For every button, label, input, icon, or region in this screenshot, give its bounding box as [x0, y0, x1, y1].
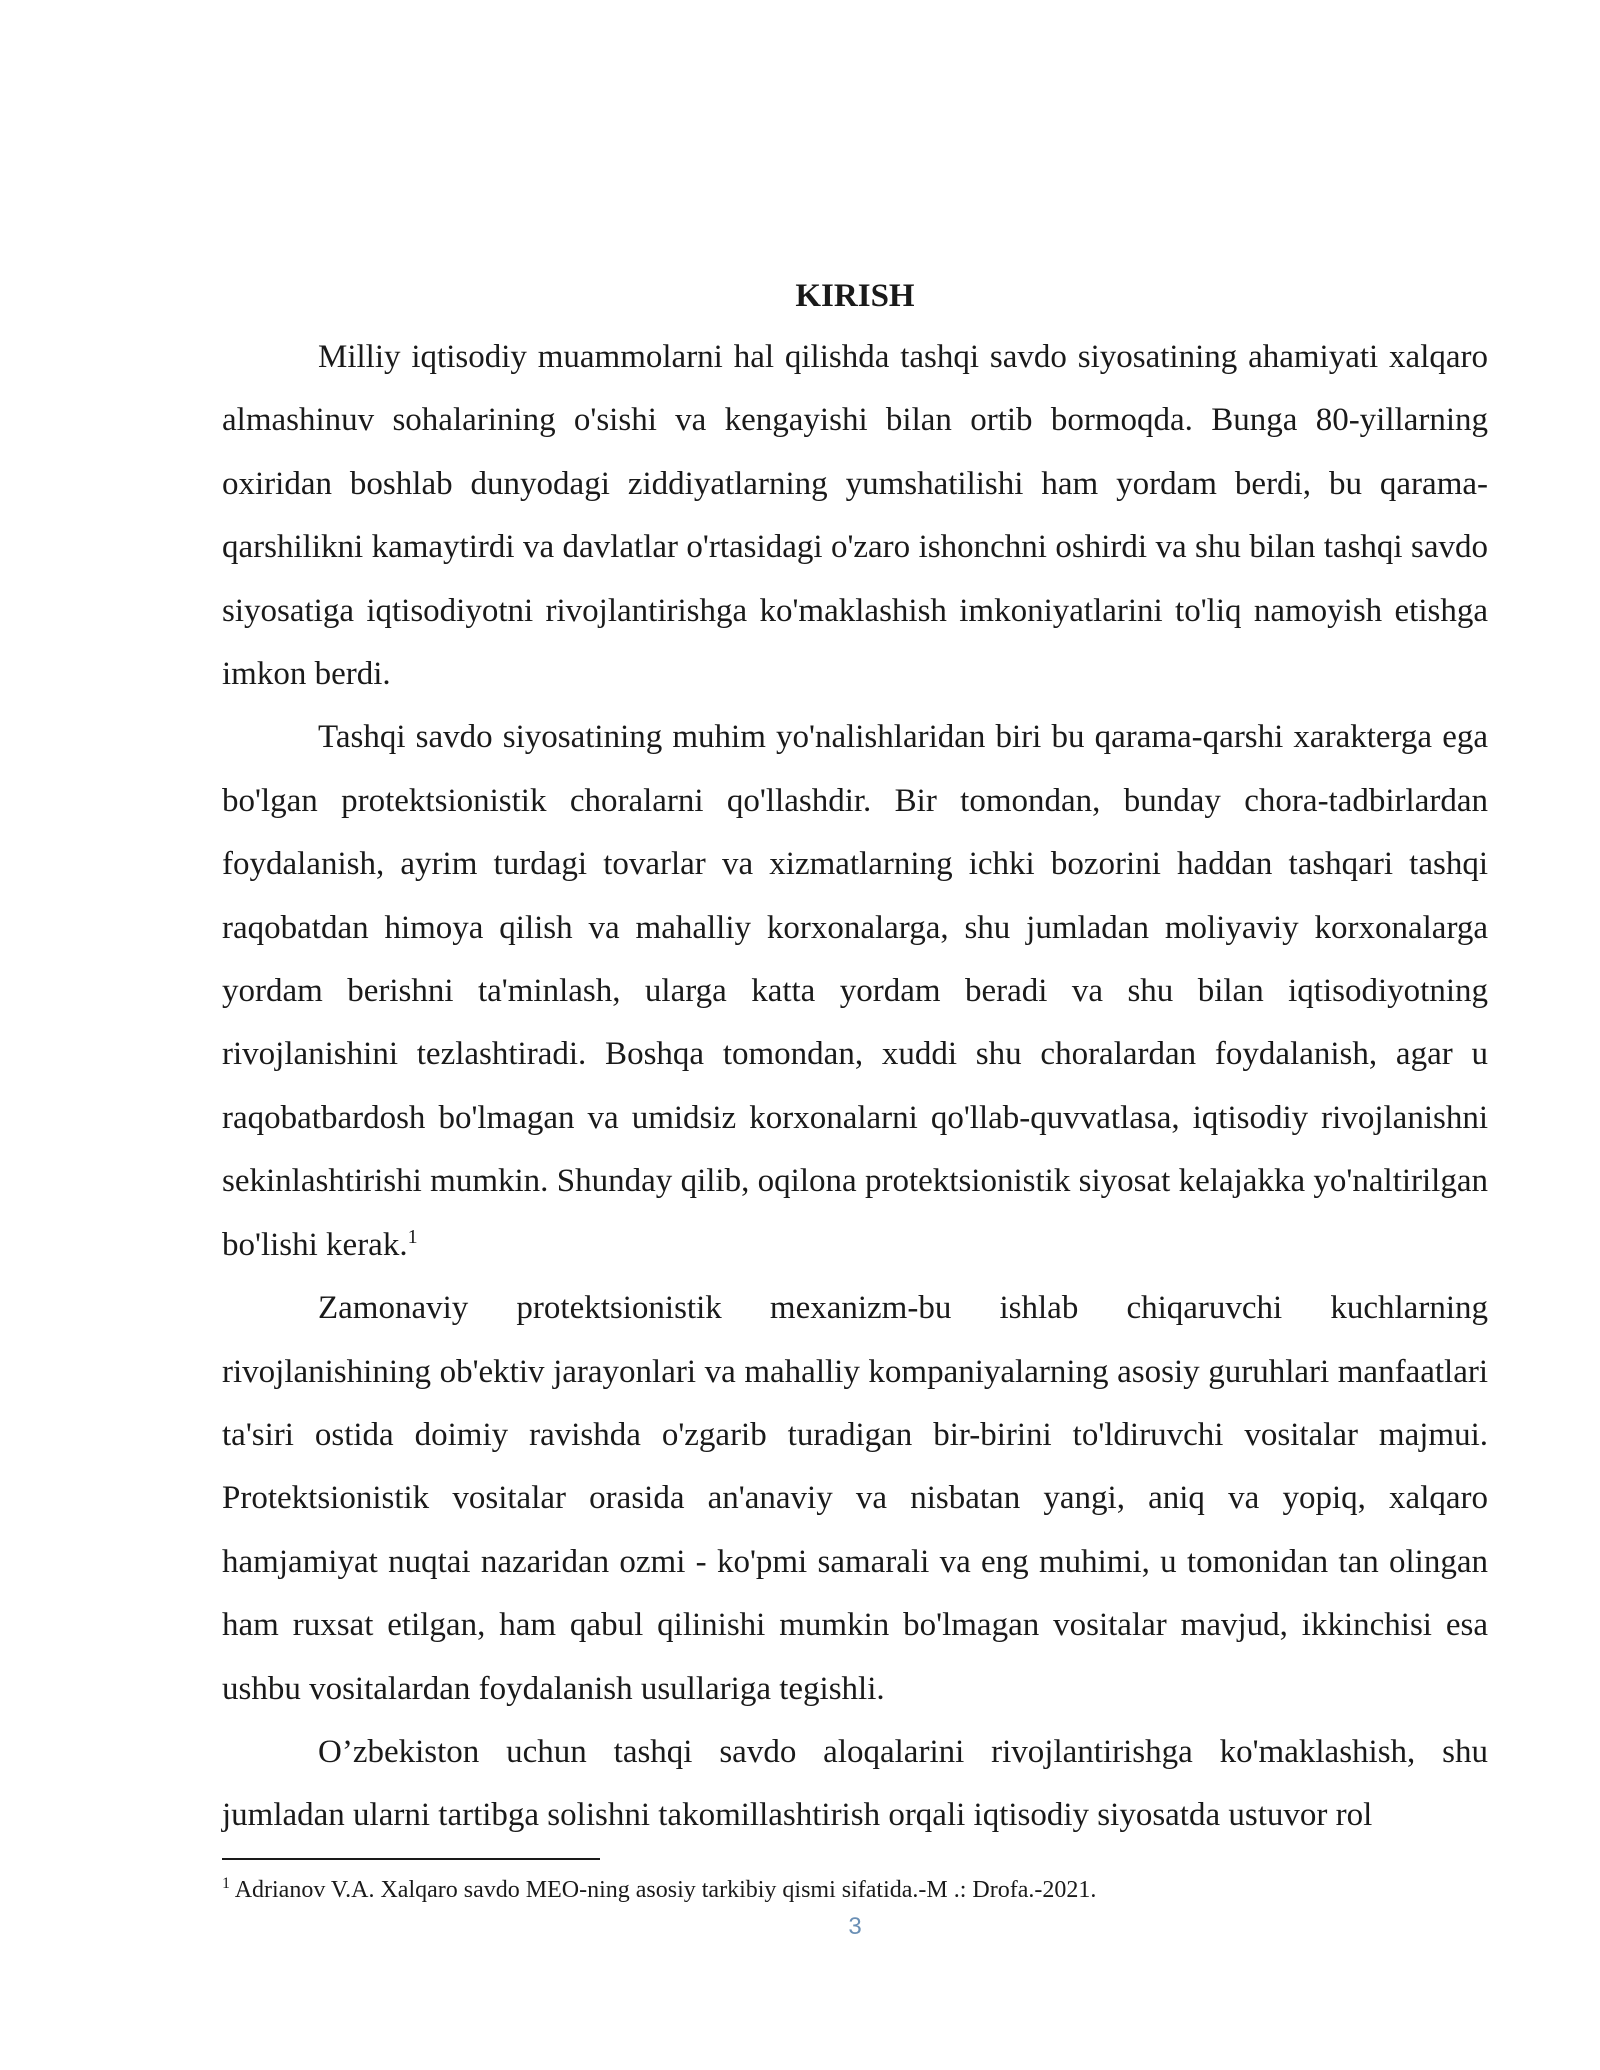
footnote-text: Adrianov V.A. Xalqaro savdo MEO-ning asosiy tarkibiy qismi sifatida.-M .: Drofa.-2021.: [234, 1877, 1097, 1903]
paragraph-2-text: Tashqi savdo siyosatining muhim yo'nalishlaridan biri bu qarama-qarshi xarakterga ega bo'lgan protektsionistik choralarni qo'llashdir. Bir tomondan, bunday chora-tadbirlardan foydalanish, ayrim turdagi tovarlar va xizmatlarning ichki bozorini haddan tashqari tashqi raqobatdan himoya qilish va mahalliy korxonalarga, shu jumladan moliyaviy korxonalarga yordam berishni ta'minlash, ularga katta yordam beradi va shu bilan iqtisodiyotning rivojlanishini tezlashtiradi. Boshqa tomondan, xuddi shu choralardan foydalanish, agar u raqobatbardosh bo'lmagan va umidsiz korxonalarni qo'llab-quvvatlasa, iqtisodiy rivojlanishni sekinlashtirishi mumkin. Shunday qilib, oqilona protektsionistik siyosat kelajakka yo'naltirilgan bo'lishi kerak.: [222, 719, 1488, 1263]
paragraph-1-text: Milliy iqtisodiy muammolarni hal qilishda tashqi savdo siyosatining ahamiyati xalqaro almashinuv sohalarining o'sishi va kengayishi bilan ortib bormoqda. Bunga 80-yillarning oxiridan boshlab dunyodagi ziddiyatlarning yumshatilishi ham yordam berdi, bu qarama-qarshilikni kamaytirdi va davlatlar o'rtasidagi o'zaro ishonchni oshirdi va shu bilan tashqi savdo siyosatiga iqtisodiyotni rivojlantirishga ko'maklashish imkoniyatlarini to'liq namoyish etishga imkon berdi.: [222, 339, 1488, 693]
paragraph-2: [222, 706, 1488, 1277]
page-body: [222, 270, 1488, 1848]
paragraph-4-text: O’zbekiston uchun tashqi savdo aloqalarini rivojlantirishga ko'maklashish, shu jumladan ularni tartibga solishni takomillashtirish orqali iqtisodiy siyosatda ustuvor rol: [222, 1733, 1488, 1834]
paragraph-4: [222, 1721, 1488, 1848]
paragraph-3-text: Zamonaviy protektsionistik mexanizm-bu ishlab chiqaruvchi kuchlarning rivojlanishining ob'ektiv jarayonlari va mahalliy kompaniyalarning asosiy guruhlari manfaatlari ta'siri ostida doimiy ravishda o'zgarib turadigan bir-birini to'ldiruvchi vositalar majmui. Protektsionistik vositalar orasida an'anaviy va nisbatan yangi, aniq va yopiq, xalqaro hamjamiyat nuqtai nazaridan ozmi - ko'pmi samarali va eng muhimi, u tomonidan tan olingan ham ruxsat etilgan, ham qabul qilinishi mumkin bo'lmagan vositalar mavjud, ikkinchisi esa ushbu vositalardan foydalanish usullariga tegishli.: [222, 1290, 1488, 1707]
footnote-reference[interactable]: 1: [407, 1225, 418, 1248]
footnote: [222, 1872, 1488, 1908]
section-title: KIRISH: [795, 278, 915, 314]
paragraph-3: [222, 1277, 1488, 1721]
footnote-number: 1: [222, 1875, 230, 1892]
footnote-separator: [222, 1858, 600, 1860]
page-number: 3: [848, 1913, 862, 1940]
paragraph-1: [222, 326, 1488, 706]
